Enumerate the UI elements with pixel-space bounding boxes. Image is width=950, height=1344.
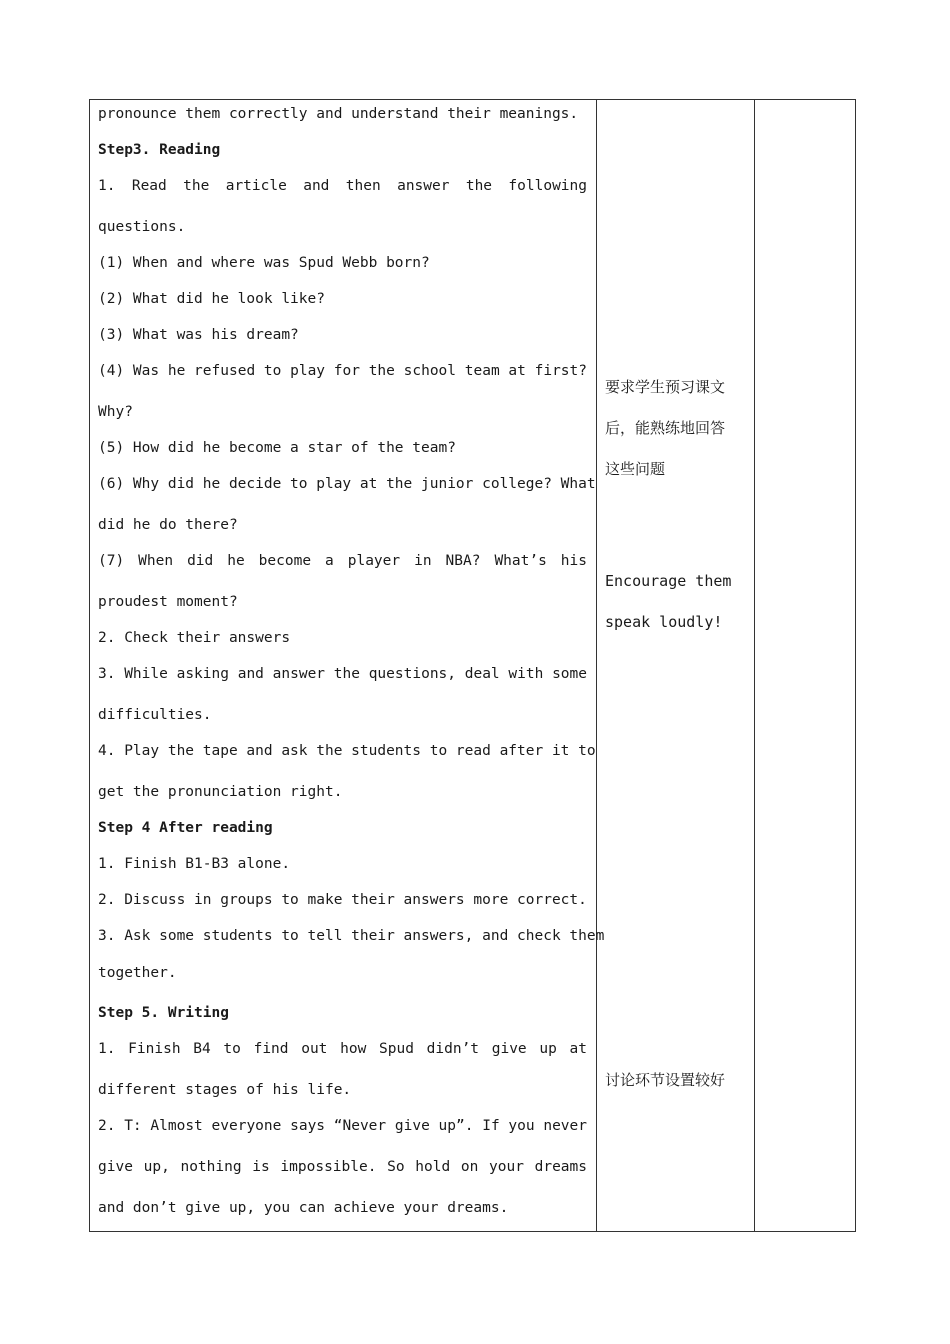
step5-heading: Step 5. Writing [98, 1005, 229, 1021]
text-line: 2. T: Almost everyone says “Never give up”. If you never [98, 1118, 587, 1134]
teacher-note: 后，能熟练地回答 [605, 419, 726, 437]
text-line: questions. [98, 219, 186, 235]
question-item: (4) Was he refused to play for the school team at first? [98, 363, 587, 379]
text-line: 4. Play the tape and ask the students to read after it to [98, 743, 596, 759]
teacher-note: Encourage them [605, 572, 732, 590]
teacher-note: 要求学生预习课文 [605, 378, 726, 396]
text-line: 1. Finish B4 to find out how Spud didn’t give up at [98, 1041, 587, 1057]
question-item: (2) What did he look like? [98, 291, 325, 307]
text-line: give up, nothing is impossible. So hold on your dreams [98, 1159, 587, 1175]
question-item: (3) What was his dream? [98, 327, 299, 343]
teacher-note: 这些问题 [605, 460, 666, 478]
teacher-note: 讨论环节设置较好 [605, 1071, 726, 1089]
text-line: pronounce them correctly and understand their meanings. [98, 106, 579, 122]
text-line: Why? [98, 404, 133, 420]
lesson-plan-table [89, 99, 856, 1232]
text-line: 3. While asking and answer the questions, deal with some [98, 666, 587, 682]
column-divider [754, 100, 755, 1231]
step3-heading: Step3. Reading [98, 142, 221, 158]
text-line: proudest moment? [98, 594, 238, 610]
text-line: 1. Read the article and then answer the following [98, 178, 587, 194]
text-line: 2. Check their answers [98, 630, 291, 646]
question-item: (5) How did he become a star of the team? [98, 440, 456, 456]
text-line: together. [98, 965, 177, 981]
text-line: 2. Discuss in groups to make their answers more correct. [98, 892, 587, 908]
question-item: (1) When and where was Spud Webb born? [98, 255, 430, 271]
text-line: get the pronunciation right. [98, 784, 343, 800]
text-line: did he do there? [98, 517, 238, 533]
question-item: (7) When did he become a player in NBA? What’s his [98, 553, 587, 569]
column-divider [596, 100, 597, 1231]
text-line: difficulties. [98, 707, 212, 723]
text-line: and don’t give up, you can achieve your dreams. [98, 1200, 509, 1216]
text-line: 3. Ask some students to tell their answers, and check them [98, 928, 605, 944]
teacher-note: speak loudly! [605, 613, 723, 631]
text-line: different stages of his life. [98, 1082, 352, 1098]
question-item: (6) Why did he decide to play at the junior college? What [98, 476, 596, 492]
step4-heading: Step 4 After reading [98, 820, 273, 836]
text-line: 1. Finish B1-B3 alone. [98, 856, 291, 872]
